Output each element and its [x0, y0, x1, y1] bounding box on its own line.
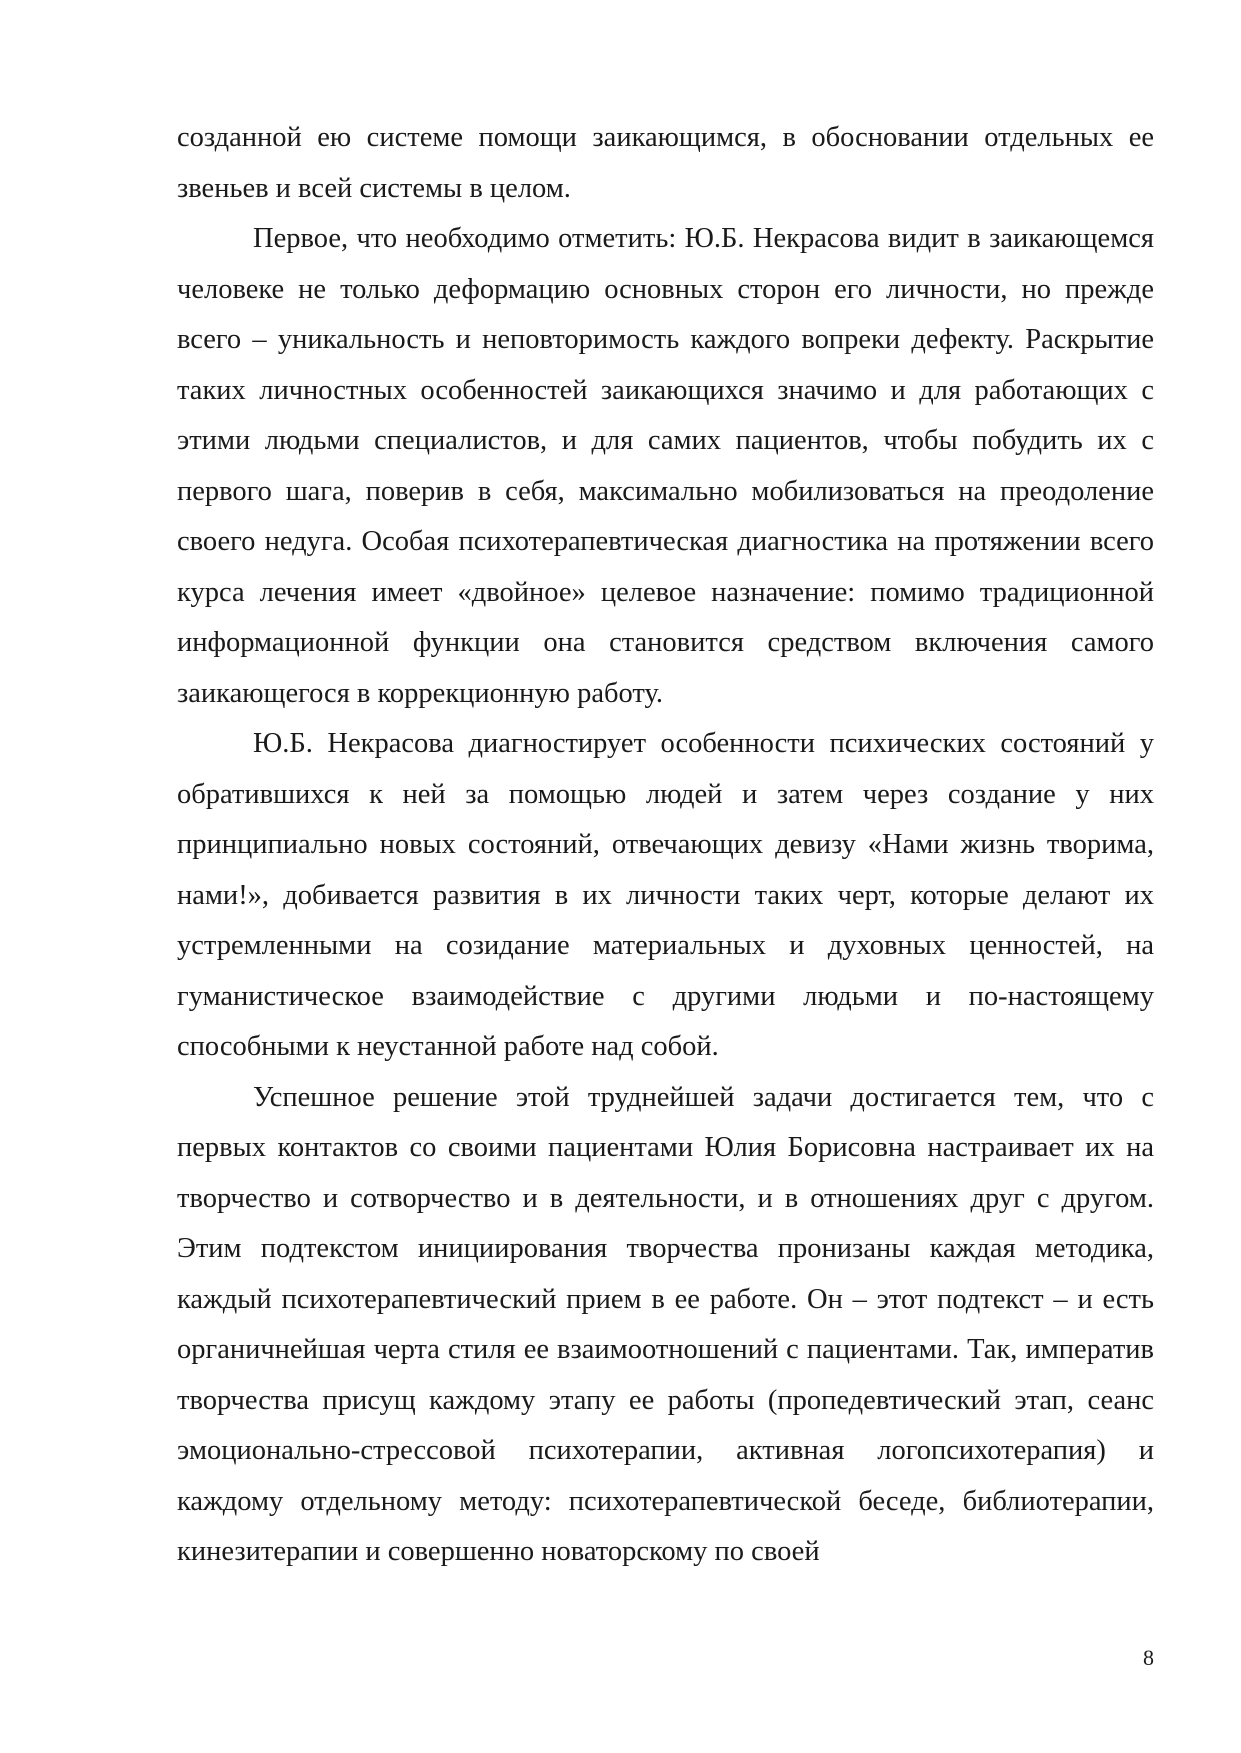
page-number: 8 [1143, 1645, 1154, 1670]
paragraph-4: Успешное решение этой труднейшей задачи достигается тем, что с первых контактов со своими пациентами Юлия Борисовна настраивает их на творчество и сотворчество и в деятельности, и в отношениях друг с другом. Этим подтекстом инициирования творчества пронизаны каждая методика, каждый психотерапевтический прием в ее работе. Он – этот подтекст – и есть органичнейшая черта стиля ее взаимоотношений с пациентами. Так, императив творчества присущ каждому этапу ее работы (пропедевтический этап, сеанс эмоционально-стрессовой психотерапии, активная логопсихотерапия) и каждому отдельному методу: психотерапевтической беседе, библиотерапии, кинезитерапии и совершенно новаторскому по своей [177, 1081, 1154, 1567]
paragraph-1: созданной ею системе помощи заикающимся, в обосновании отдельных ее звеньев и всей системы в целом. [177, 122, 1154, 204]
paragraph-3: Ю.Б. Некрасова диагностирует особенности психических состояний у обратившихся к ней за помощью людей и затем через создание у них принципиально новых состояний, отвечающих девизу «Нами жизнь творима, нами!», добивается развития в их личности таких черт, которые делают их устремленными на созидание материальных и духовных ценностей, на гуманистическое взаимодействие с другими людьми и по-настоящему способными к неустанной работе над собой. [177, 728, 1154, 1062]
document-body [177, 113, 1154, 1578]
paragraph-2: Первое, что необходимо отметить: Ю.Б. Некрасова видит в заикающемся человеке не только деформацию основных сторон его личности, но прежде всего – уникальность и неповторимость каждого вопреки дефекту. Раскрытие таких личностных особенностей заикающихся значимо и для работающих с этими людьми специалистов, и для самих пациентов, чтобы побудить их с первого шага, поверив в себя, максимально мобилизоваться на преодоление своего недуга. Особая психотерапевтическая диагностика на протяжении всего курса лечения имеет «двойное» целевое назначение: помимо традиционной информационной функции она становится средством включения самого заикающегося в коррекционную работу. [177, 223, 1154, 709]
